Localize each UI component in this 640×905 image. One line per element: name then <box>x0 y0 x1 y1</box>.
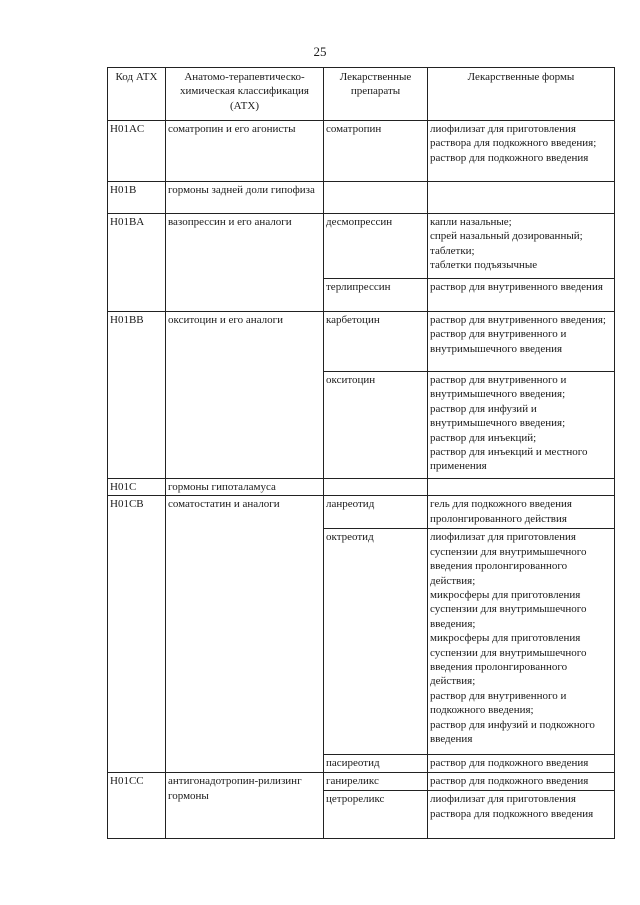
atx-code-cell: H01AC <box>108 121 166 182</box>
drug-cell: десмопрессин <box>324 214 428 279</box>
header-code: Код АТХ <box>108 68 166 121</box>
forms-cell: раствор для внутривенного и внутримышечного введения; раствор для инфузий и внутримышечного введения; раствор для инъекций; раствор для инъекций и местного применения <box>428 372 615 479</box>
classification-cell: вазопрессин и его аналоги <box>166 214 324 312</box>
table-row <box>108 214 615 279</box>
forms-cell <box>428 479 615 496</box>
forms-cell: раствор для внутривенного введения; раствор для внутривенного и внутримышечного введения <box>428 312 615 372</box>
drug-cell <box>324 182 428 214</box>
table-row <box>108 182 615 214</box>
header-forms: Лекарственные формы <box>428 68 615 121</box>
table-row <box>108 496 615 529</box>
page-number: 25 <box>313 44 327 59</box>
table-row <box>108 773 615 791</box>
table-row <box>108 121 615 182</box>
classification-cell: соматропин и его агонисты <box>166 121 324 182</box>
classification-cell: гормоны задней доли гипофиза <box>166 182 324 214</box>
forms-cell: лиофилизат для приготовления раствора для подкожного введения; раствор для подкожного введения <box>428 121 615 182</box>
drug-cell: пасиреотид <box>324 755 428 773</box>
atx-code-cell: H01CC <box>108 773 166 839</box>
forms-cell: капли назальные; спрей назальный дозированный; таблетки; таблетки подъязычные <box>428 214 615 279</box>
classification-cell: гормоны гипоталамуса <box>166 479 324 496</box>
header-classification: Анатомо-терапевтическо-химическая классификация (АТХ) <box>166 68 324 121</box>
forms-cell: раствор для внутривенного введения <box>428 279 615 312</box>
header-drugs: Лекарственные препараты <box>324 68 428 121</box>
forms-cell: раствор для подкожного введения <box>428 773 615 791</box>
drug-cell: октреотид <box>324 529 428 755</box>
forms-cell: лиофилизат для приготовления раствора для подкожного введения <box>428 791 615 839</box>
classification-cell: антигонадотропин-рилизинг гормоны <box>166 773 324 839</box>
atx-code-cell: H01C <box>108 479 166 496</box>
drug-cell: карбетоцин <box>324 312 428 372</box>
drug-cell: окситоцин <box>324 372 428 479</box>
forms-cell <box>428 182 615 214</box>
drug-cell: цетрореликс <box>324 791 428 839</box>
drug-cell <box>324 479 428 496</box>
atx-table <box>107 67 615 839</box>
table-row <box>108 479 615 496</box>
atx-code-cell: H01B <box>108 182 166 214</box>
atx-code-cell: H01BA <box>108 214 166 312</box>
drug-cell: терлипрессин <box>324 279 428 312</box>
classification-cell: соматостатин и аналоги <box>166 496 324 773</box>
drug-cell: ганиреликс <box>324 773 428 791</box>
drug-cell: соматропин <box>324 121 428 182</box>
classification-cell: окситоцин и его аналоги <box>166 312 324 479</box>
forms-cell: раствор для подкожного введения <box>428 755 615 773</box>
forms-cell: лиофилизат для приготовления суспензии для внутримышечного введения пролонгированного действия; микросферы для приготовления суспензии для внутримышечного введения; микросферы для приготовления суспензии для внутримышечного введения пролонгированного действия; раствор для внутривенного и подкожного введения; раствор для инфузий и подкожного введения <box>428 529 615 755</box>
atx-code-cell: H01CB <box>108 496 166 773</box>
table-row <box>108 312 615 372</box>
forms-cell: гель для подкожного введения пролонгированного действия <box>428 496 615 529</box>
atx-code-cell: H01BB <box>108 312 166 479</box>
drug-cell: ланреотид <box>324 496 428 529</box>
header-row <box>108 68 615 121</box>
